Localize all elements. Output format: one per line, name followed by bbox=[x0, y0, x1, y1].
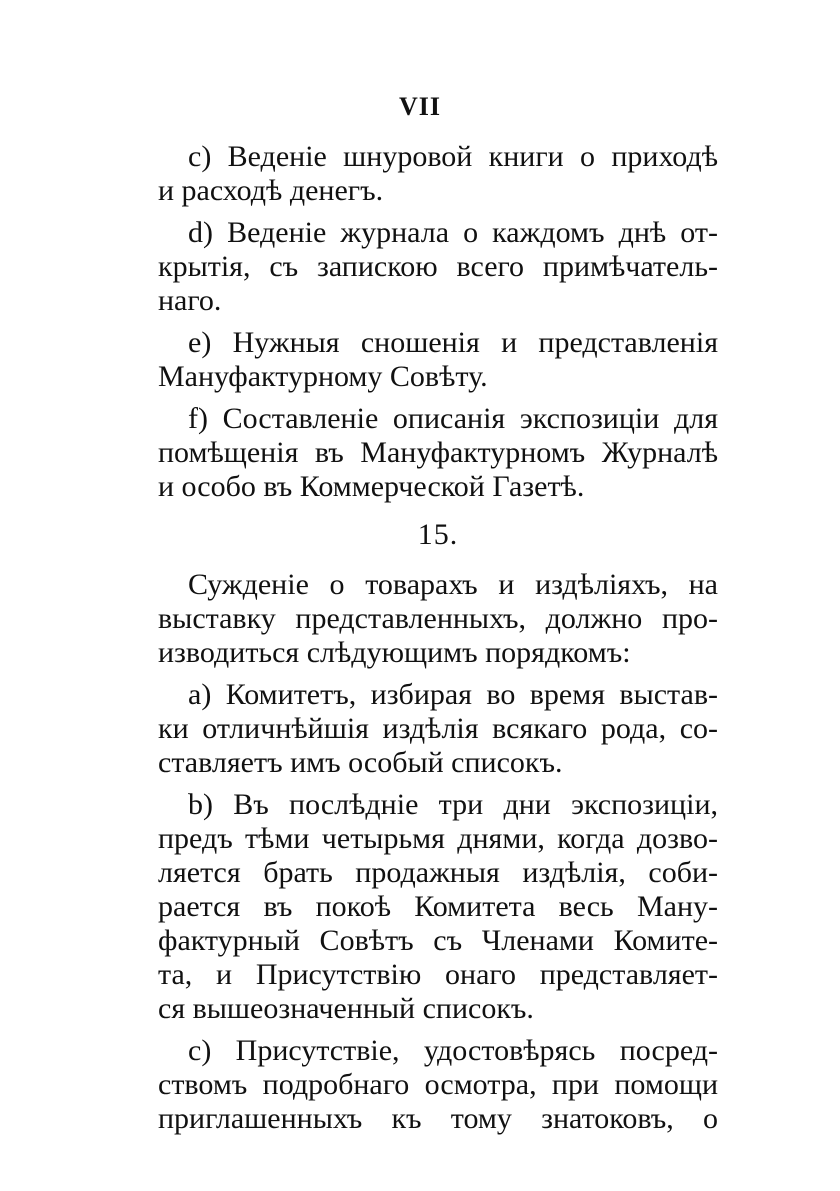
text-line: ся вышеозначенный списокъ. bbox=[158, 992, 534, 1025]
text-line: та, и Присутствію онаго представляет- bbox=[158, 958, 718, 991]
paragraph-e-relations bbox=[158, 326, 718, 394]
text-line: f) Составленіе описанія экспозиціи для bbox=[188, 402, 718, 435]
text-line: рается въ покоѣ Комитета весь Ману- bbox=[158, 890, 718, 923]
paragraph-f-description bbox=[158, 402, 718, 504]
section-number: 15. bbox=[417, 518, 459, 551]
text-line: Мануфактурному Совѣту. bbox=[158, 360, 488, 393]
page-number: VII bbox=[398, 92, 441, 121]
text-line: a) Комитетъ, избирая во время выстав- bbox=[188, 678, 718, 711]
text-line: Сужденіе о товарахъ и издѣліяхъ, на bbox=[188, 568, 718, 601]
text-line: предъ тѣми четырьмя днями, когда дозво- bbox=[158, 822, 718, 855]
text-line: ки отличнѣйшія издѣлія всякаго рода, со- bbox=[158, 712, 718, 745]
text-line: c) Присутствіе, удостовѣрясь посред- bbox=[188, 1034, 718, 1067]
text-line: b) Въ послѣдніе три дни экспозиціи, bbox=[188, 788, 718, 821]
page-text bbox=[158, 140, 718, 1136]
paragraph-c-presence bbox=[158, 1034, 718, 1136]
text-line: и особо въ Коммерческой Газетѣ. bbox=[158, 470, 585, 503]
text-line: изводиться слѣдующимъ порядкомъ: bbox=[158, 636, 631, 669]
text-line: c) Веденіе шнуровой книги о приходѣ bbox=[188, 140, 718, 173]
paragraph-judgement-intro bbox=[158, 568, 718, 670]
text-line: ляется брать продажныя издѣлія, соби- bbox=[158, 856, 718, 889]
text-line: фактурный Совѣтъ съ Членами Комите- bbox=[158, 924, 718, 957]
paragraph-d-journal bbox=[158, 216, 718, 318]
text-line: и расходѣ денегъ. bbox=[158, 174, 384, 207]
text-line: крытія, съ запискою всего примѣчатель- bbox=[158, 250, 718, 283]
text-line: e) Нужныя сношенія и представленія bbox=[188, 326, 718, 359]
paragraph-c-ledger bbox=[158, 140, 718, 208]
text-line: помѣщенія въ Мануфактурномъ Журналѣ bbox=[158, 436, 718, 469]
text-line: наго. bbox=[158, 284, 222, 317]
text-line: выставку представленныхъ, должно про- bbox=[158, 602, 718, 635]
paragraph-a-committee bbox=[158, 678, 718, 780]
text-line: приглашенныхъ къ тому знатоковъ, о bbox=[158, 1102, 718, 1135]
text-line: ставляетъ имъ особый списокъ. bbox=[158, 746, 563, 779]
paragraph-b-council bbox=[158, 788, 718, 1026]
text-line: d) Веденіе журнала о каждомъ днѣ от- bbox=[188, 216, 718, 249]
text-line: ствомъ подробнаго осмотра, при помощи bbox=[158, 1068, 718, 1101]
